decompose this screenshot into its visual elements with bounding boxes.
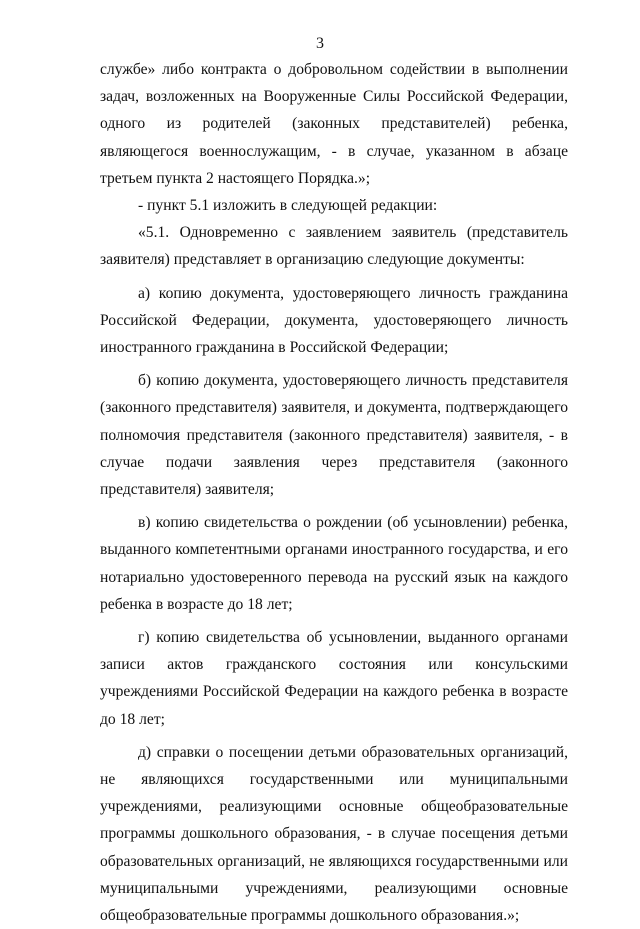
paragraph-clause-5-1: «5.1. Одновременно с заявлением заявитель (представитель заявителя) представляет в организацию следующие документы: — [100, 224, 568, 269]
paragraph-continuation: службе» либо контракта о добровольном содействии в выполнении задач, возложенных на Вооруженные Силы Российской Федерации, одного из родителей (законных представителей) ребенка, являющегося военнослужащим, - в случае, указанном в абзаце третьем пункта 2 настоящего Порядка.»; — [100, 61, 568, 187]
page-number: 3 — [316, 35, 324, 52]
paragraph-item-v: в) копию свидетельства о рождении (об усыновлении) ребенка, выданного компетентными органами иностранного государства, и его нотариально удостоверенного перевода на русский язык на каждого ребенка в возрасте до 18 лет; — [100, 514, 568, 613]
paragraph-item-b: б) копию документа, удостоверяющего личность представителя (законного представителя) заявителя, и документа, подтверждающего полномочия представителя (законного представителя) заявителя, - в случае подачи заявления через представителя (законного представителя) заявителя; — [100, 372, 568, 499]
paragraph-amendment-intro: - пункт 5.1 изложить в следующей редакции: — [138, 197, 438, 215]
document-body — [100, 56, 568, 929]
paragraph-item-g: г) копию свидетельства об усыновлении, выданного органами записи актов гражданского состояния или консульскими учреждениями Российской Федерации на каждого ребенка в возрасте до 18 лет; — [100, 629, 568, 728]
paragraph-item-a: а) копию документа, удостоверяющего личность гражданина Российской Федерации, документа, удостоверяющего личность иностранного гражданина в Российской Федерации; — [100, 284, 568, 357]
paragraph-item-d: д) справки о посещении детьми образовательных организаций, не являющихся государственными или муниципальными учреждениями, реализующими основные общеобразовательные программы дошкольного образования, - в случае посещения детьми образовательных организаций, не являющихся государственными или муниципальными учреждениями, реализующими основные общеобразовательные программы дошкольного образования.»; — [100, 743, 568, 925]
